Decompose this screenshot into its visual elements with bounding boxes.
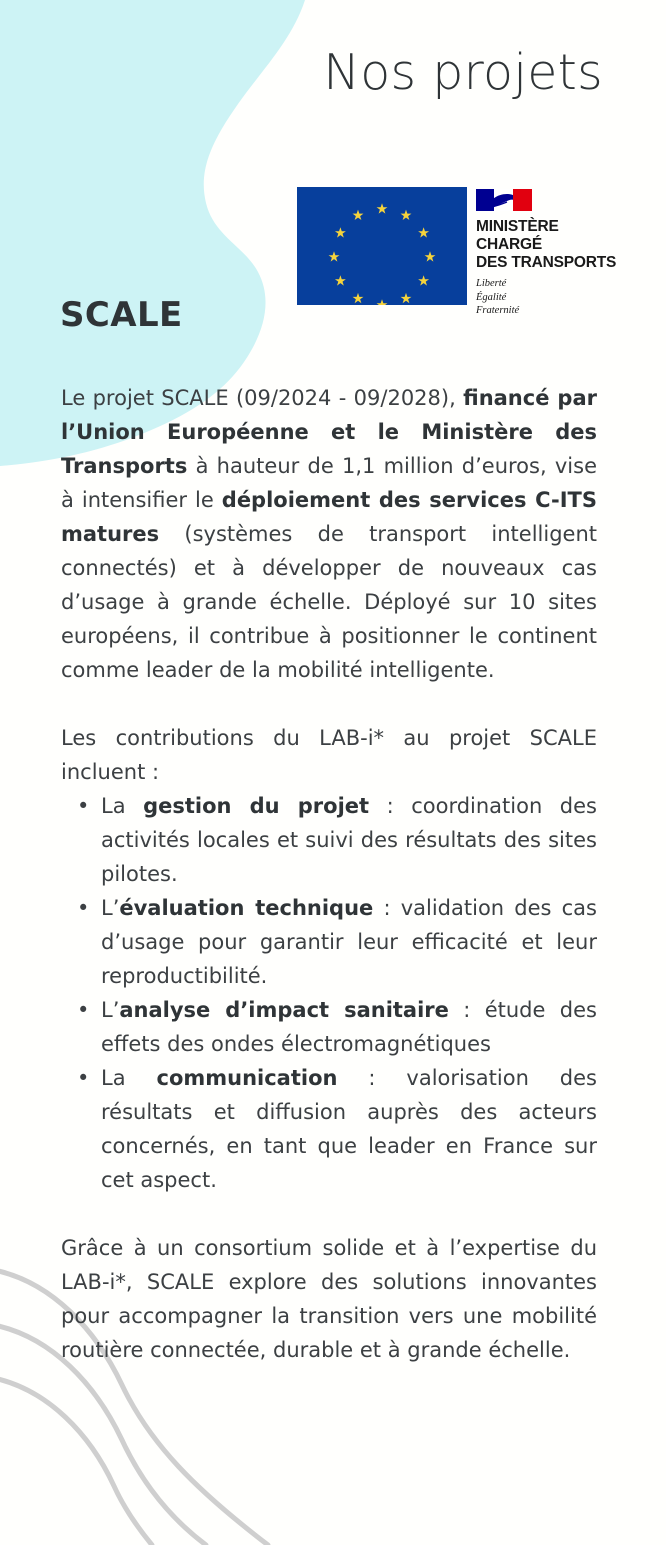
marianne-flag-icon	[476, 189, 532, 211]
ministry-name-line-3: DES TRANSPORTS	[476, 254, 617, 272]
project-heading: SCALE	[60, 295, 183, 335]
intro-bold-1: financé par l’Union Européenne et le Ministère des Transports	[61, 386, 597, 478]
ministry-name-line-2: CHARGÉ	[476, 236, 542, 254]
french-ministry-logo	[467, 187, 631, 318]
intro-seg-3: (systèmes de transport intelligent connectés) et à développer de nouveaux cas d’usage à grande échelle. Déployé sur 10 sites européens, il contribue à positionner le continent comme leader de la mobilité intelligente.	[61, 522, 597, 682]
item-bold: gestion du projet	[143, 794, 370, 818]
item-bold: évaluation technique	[119, 896, 374, 920]
ministry-name	[476, 218, 631, 272]
intro-paragraph	[61, 381, 597, 687]
item-post: : valorisation des résultats et diffusion auprès des acteurs concernés, en tant que leader en France sur cet aspect.	[101, 1066, 597, 1192]
item-bold: communication	[156, 1066, 338, 1090]
item-pre: La	[101, 1066, 157, 1090]
logo-row	[297, 187, 631, 317]
list-item	[101, 789, 597, 891]
item-bold: analyse d’impact sanitaire	[119, 998, 449, 1022]
page-title: Nos projets	[323, 44, 603, 101]
list-item	[101, 1061, 597, 1197]
list-item	[101, 993, 597, 1061]
intro-bold-2: déploiement des services C-ITS matures	[61, 488, 597, 546]
motto-egalite: Égalité	[476, 291, 507, 303]
intro-seg-1: Le projet SCALE (09/2024 - 09/2028),	[61, 386, 464, 410]
project-body	[61, 381, 597, 1367]
item-pre: L’	[101, 998, 120, 1022]
list-item	[101, 891, 597, 993]
conclusion-paragraph: Grâce à un consortium solide et à l’expertise du LAB-i*, SCALE explore des solutions innovantes pour accompagner la transition vers une mobilité routière connectée, durable et à grande échelle.	[61, 1236, 597, 1362]
contributions-list	[61, 789, 597, 1197]
item-pre: L’	[101, 896, 120, 920]
ministry-name-line-1: MINISTÈRE	[476, 218, 559, 235]
intro-seg-2: à hauteur de 1,1 million d’euros, vise à intensifier le	[61, 454, 597, 512]
motto-fraternite: Fraternité	[476, 305, 520, 317]
contributions-intro: Les contributions du LAB-i* au projet SCALE incluent :	[61, 726, 597, 784]
item-post: : coordination des activités locales et suivi des résultats des sites pilotes.	[101, 794, 597, 886]
item-post: : étude des effets des ondes électromagnétiques	[101, 998, 597, 1056]
item-post: : validation des cas d’usage pour garantir leur efficacité et leur reproductibilité.	[101, 896, 597, 988]
item-pre: La	[101, 794, 144, 818]
european-union-flag-icon	[297, 187, 467, 305]
motto-liberte: Liberté	[476, 278, 507, 290]
republic-motto	[476, 277, 631, 317]
